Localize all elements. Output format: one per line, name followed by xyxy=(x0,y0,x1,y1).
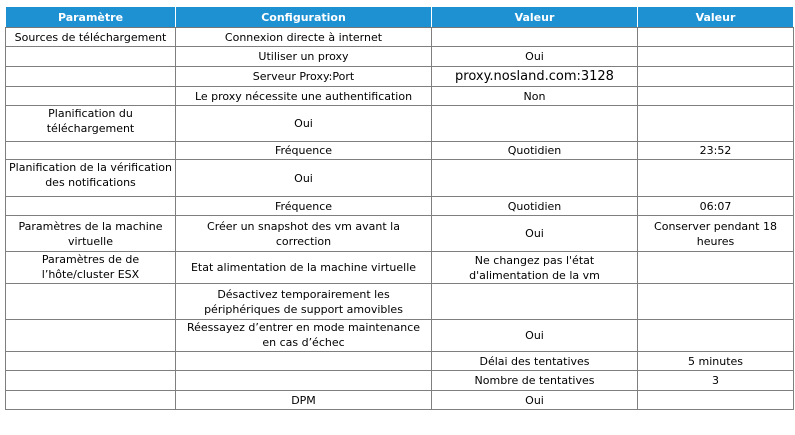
table-row xyxy=(6,87,794,106)
table-row xyxy=(6,28,794,47)
table-cell: Créer un snapshot des vm avant la correction xyxy=(176,216,432,252)
table-cell: Paramètres de la machine virtuelle xyxy=(6,216,176,252)
table-cell xyxy=(638,252,794,284)
table-cell: Délai des tentatives xyxy=(432,352,638,371)
table-row xyxy=(6,47,794,67)
table-cell xyxy=(6,87,176,106)
table-row xyxy=(6,391,794,410)
table-cell xyxy=(638,284,794,320)
table-cell: Planification du téléchargement xyxy=(6,106,176,142)
table-cell xyxy=(638,87,794,106)
table-cell: Fréquence xyxy=(176,197,432,216)
table-cell xyxy=(638,67,794,87)
table-cell xyxy=(176,352,432,371)
table-cell xyxy=(6,391,176,410)
table-cell: Oui xyxy=(432,47,638,67)
header-configuration: Configuration xyxy=(176,7,432,28)
table-cell: Planification de la vérification des notifications xyxy=(6,160,176,197)
table-cell xyxy=(638,391,794,410)
table-cell: Oui xyxy=(176,160,432,197)
table-cell: 3 xyxy=(638,371,794,391)
table-cell xyxy=(432,284,638,320)
table-cell xyxy=(6,371,176,391)
table-cell: 5 minutes xyxy=(638,352,794,371)
table-cell: Quotidien xyxy=(432,197,638,216)
table-cell: DPM xyxy=(176,391,432,410)
table-cell xyxy=(176,371,432,391)
table-cell: 23:52 xyxy=(638,142,794,160)
table-row xyxy=(6,160,794,197)
table-cell: Fréquence xyxy=(176,142,432,160)
table-cell xyxy=(6,142,176,160)
table-cell xyxy=(432,160,638,197)
table-cell xyxy=(6,47,176,67)
table-cell: proxy.nosland.com:3128 xyxy=(432,67,638,87)
table-cell xyxy=(432,28,638,47)
table-cell: Réessayez d’entrer en mode maintenance en cas d’échec xyxy=(176,320,432,352)
table-cell xyxy=(432,106,638,142)
table-cell: Conserver pendant 18 heures xyxy=(638,216,794,252)
table-cell xyxy=(638,47,794,67)
table-row xyxy=(6,142,794,160)
table-row xyxy=(6,106,794,142)
table-cell xyxy=(638,106,794,142)
header-row xyxy=(6,7,794,28)
table-cell: Désactivez temporairement les périphériques de support amovibles xyxy=(176,284,432,320)
header-parametre: Paramètre xyxy=(6,7,176,28)
settings-table xyxy=(5,6,794,410)
table-cell xyxy=(6,352,176,371)
table-row xyxy=(6,371,794,391)
table-row xyxy=(6,67,794,87)
table-cell: Quotidien xyxy=(432,142,638,160)
table-cell: Nombre de tentatives xyxy=(432,371,638,391)
table-cell: Sources de téléchargement xyxy=(6,28,176,47)
table-cell: Oui xyxy=(432,216,638,252)
table-cell: Non xyxy=(432,87,638,106)
table-cell xyxy=(6,284,176,320)
header-valeur: Valeur xyxy=(432,7,638,28)
table-cell: Oui xyxy=(432,391,638,410)
table-cell: Oui xyxy=(432,320,638,352)
table-cell xyxy=(6,67,176,87)
table-row xyxy=(6,320,794,352)
table-cell xyxy=(6,320,176,352)
table-cell: Paramètres de de l’hôte/cluster ESX xyxy=(6,252,176,284)
table-cell: Oui xyxy=(176,106,432,142)
table-cell: Connexion directe à internet xyxy=(176,28,432,47)
table-row xyxy=(6,352,794,371)
table-cell xyxy=(6,197,176,216)
table-cell: 06:07 xyxy=(638,197,794,216)
table-row xyxy=(6,284,794,320)
header-valeur-2: Valeur xyxy=(638,7,794,28)
table-cell: Le proxy nécessite une authentification xyxy=(176,87,432,106)
table-cell: Ne changez pas l'état d'alimentation de la vm xyxy=(432,252,638,284)
table-cell xyxy=(638,28,794,47)
table-cell xyxy=(638,320,794,352)
table-cell xyxy=(638,160,794,197)
table-row xyxy=(6,216,794,252)
table-row xyxy=(6,197,794,216)
table-cell: Etat alimentation de la machine virtuelle xyxy=(176,252,432,284)
table-row xyxy=(6,252,794,284)
table-cell: Utiliser un proxy xyxy=(176,47,432,67)
table-cell: Serveur Proxy:Port xyxy=(176,67,432,87)
